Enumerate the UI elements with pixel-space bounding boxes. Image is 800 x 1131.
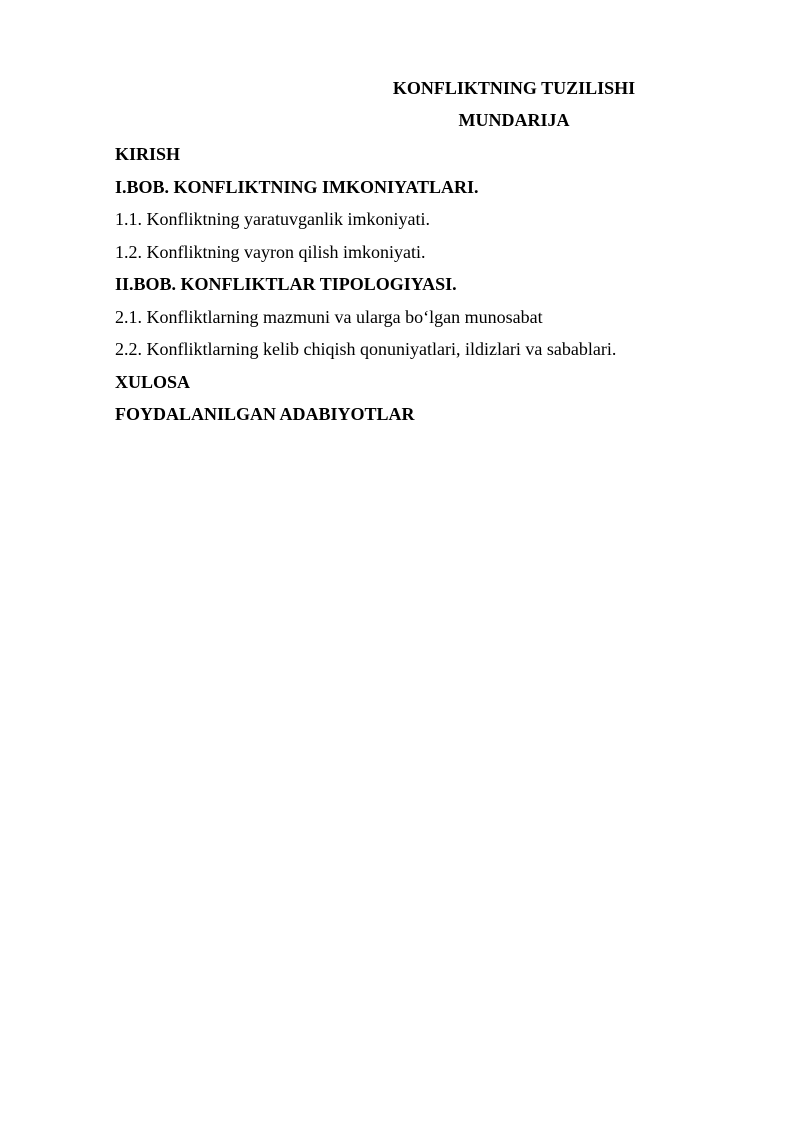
document-title: KONFLIKTNING TUZILISHI (392, 78, 636, 98)
toc-item-introduction: KIRISH (115, 144, 181, 164)
table-of-contents (115, 138, 775, 431)
toc-item-chapter-1: I.BOB. KONFLIKTNING IMKONIYATLARI. (115, 176, 479, 197)
toc-heading: MUNDARIJA (458, 110, 570, 130)
toc-item-section-2-2: 2.2. Konfliktlarning kelib chiqish qonuniyatlari, ildizlari va sabablari. (115, 339, 617, 359)
toc-item-chapter-2: II.BOB. KONFLIKTLAR TIPOLOGIYASI. (115, 274, 457, 294)
toc-item-section-1-1: 1.1. Konfliktning yaratuvganlik imkoniyati. (115, 209, 430, 229)
toc-item-section-1-2: 1.2. Konfliktning vayron qilish imkoniyati. (115, 241, 426, 262)
toc-item-conclusion: XULOSA (115, 371, 191, 392)
toc-item-section-2-1: 2.1. Konfliktlarning mazmuni va ularga bo‘lgan munosabat (115, 306, 543, 327)
toc-item-references: FOYDALANILGAN ADABIYOTLAR (115, 404, 415, 424)
title-block (115, 74, 745, 138)
